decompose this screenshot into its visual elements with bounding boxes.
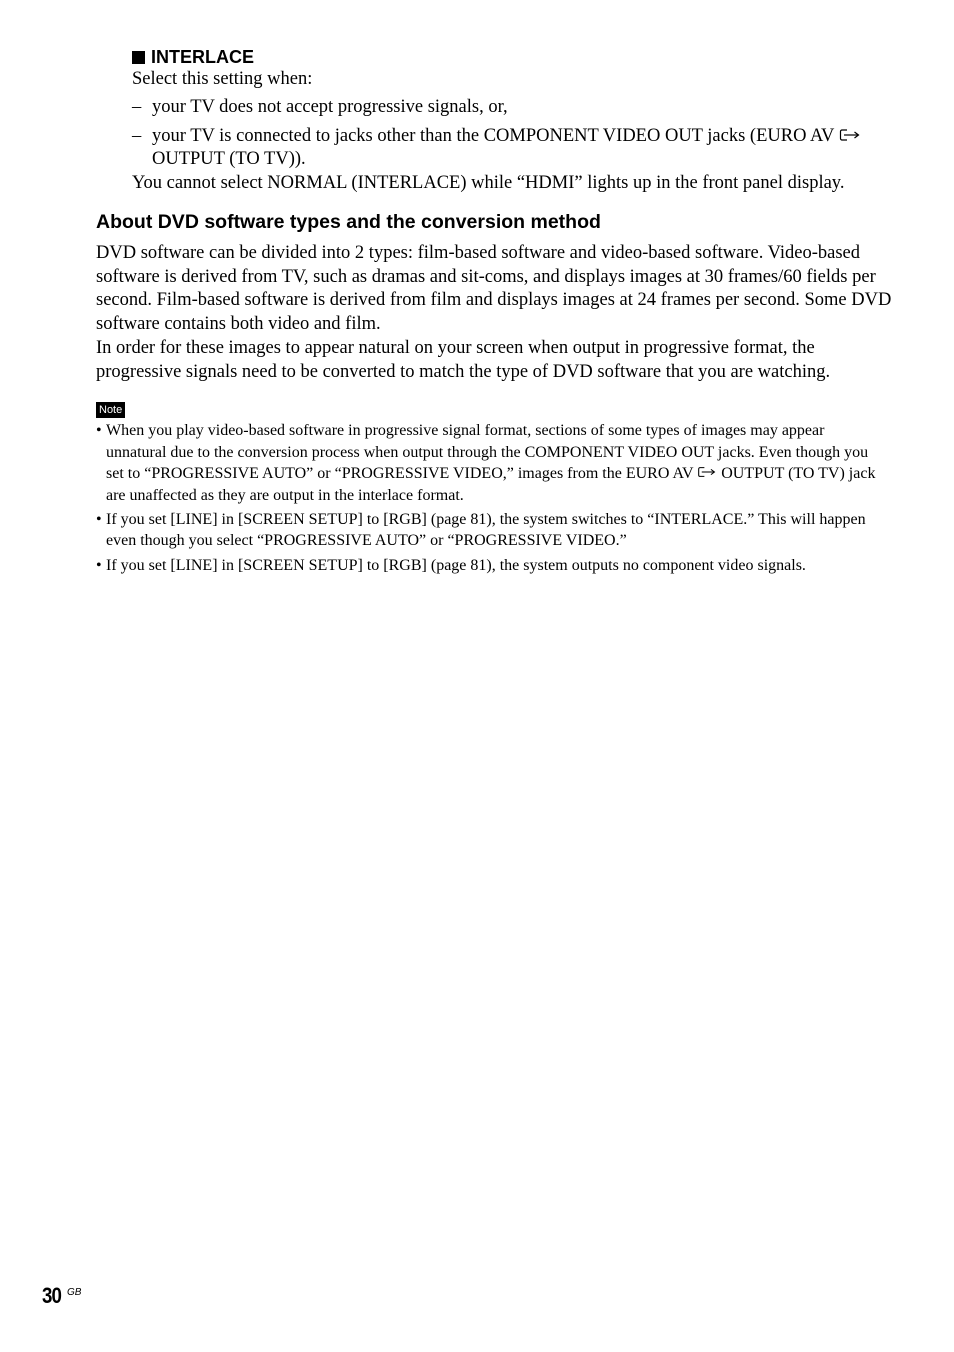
- output-arrow-icon: [839, 127, 861, 143]
- bullet-marker: •: [96, 556, 102, 574]
- interlace-restriction-text: You cannot select NORMAL (INTERLACE) while “HDMI” lights up in the front panel display.: [132, 173, 845, 193]
- note-item: [96, 420, 886, 506]
- bullet-marker: •: [96, 510, 102, 528]
- list-item-text-start: your TV is connected to jacks other than the COMPONENT VIDEO OUT jacks (EURO AV: [152, 125, 839, 146]
- note-item-text-start: When you play video-based software in progressive signal format, sections of some types of images may appear unnatural due to the conversion process when output through the COMPONENT VIDEO OUT jacks. Even though you set to “PROGRESSIVE AUTO” or “PROGRESSIVE VIDEO,” images from the EURO AV: [106, 422, 869, 483]
- interlace-heading: [132, 46, 254, 68]
- page-number-suffix: GB: [67, 1287, 82, 1298]
- note-label: Note: [96, 402, 125, 418]
- interlace-intro: Select this setting when:: [132, 69, 313, 89]
- output-arrow-icon: [697, 465, 717, 479]
- interlace-heading-text: INTERLACE: [151, 47, 254, 67]
- bullet-marker: •: [96, 422, 102, 439]
- square-bullet-icon: [132, 51, 145, 64]
- note-item: [96, 509, 886, 552]
- note-list: [96, 420, 886, 579]
- list-item-text-end: OUTPUT (TO TV)).: [152, 149, 306, 170]
- note-item-text-end: OUTPUT (TO TV) jack are unaffected as they are output in the interlace format.: [106, 465, 876, 504]
- about-paragraph-1: DVD software can be divided into 2 types: film-based software and video-based software. Video-based software is derived from TV, such as dramas and sit-coms, and displays images at 30 frames/60 fields per second. Film-based software is derived from film and displays images at 24 frames per second. Some DVD software contains both video and film.: [96, 243, 892, 334]
- note-item-text: If you set [LINE] in [SCREEN SETUP] to [RGB] (page 81), the system switches to “INTERLACE.” This will happen even though you select “PROGRESSIVE AUTO” or “PROGRESSIVE VIDEO.”: [106, 510, 866, 550]
- page-number: 30: [42, 1283, 62, 1308]
- interlace-conditions-list: [132, 96, 892, 177]
- about-heading: About DVD software types and the conversion method: [96, 211, 601, 233]
- dash-marker: –: [132, 97, 142, 117]
- note-item-text: If you set [LINE] in [SCREEN SETUP] to [RGB] (page 81), the system outputs no component video signals.: [106, 556, 806, 574]
- list-item: [132, 96, 892, 120]
- about-paragraph-2: In order for these images to appear natural on your screen when output in progressive format, the progressive signals need to be converted to match the type of DVD software that you are watching.: [96, 338, 831, 382]
- dash-marker: –: [132, 125, 142, 146]
- list-item-text: your TV does not accept progressive signals, or,: [152, 97, 508, 117]
- list-item: [132, 125, 892, 172]
- note-item: [96, 555, 886, 577]
